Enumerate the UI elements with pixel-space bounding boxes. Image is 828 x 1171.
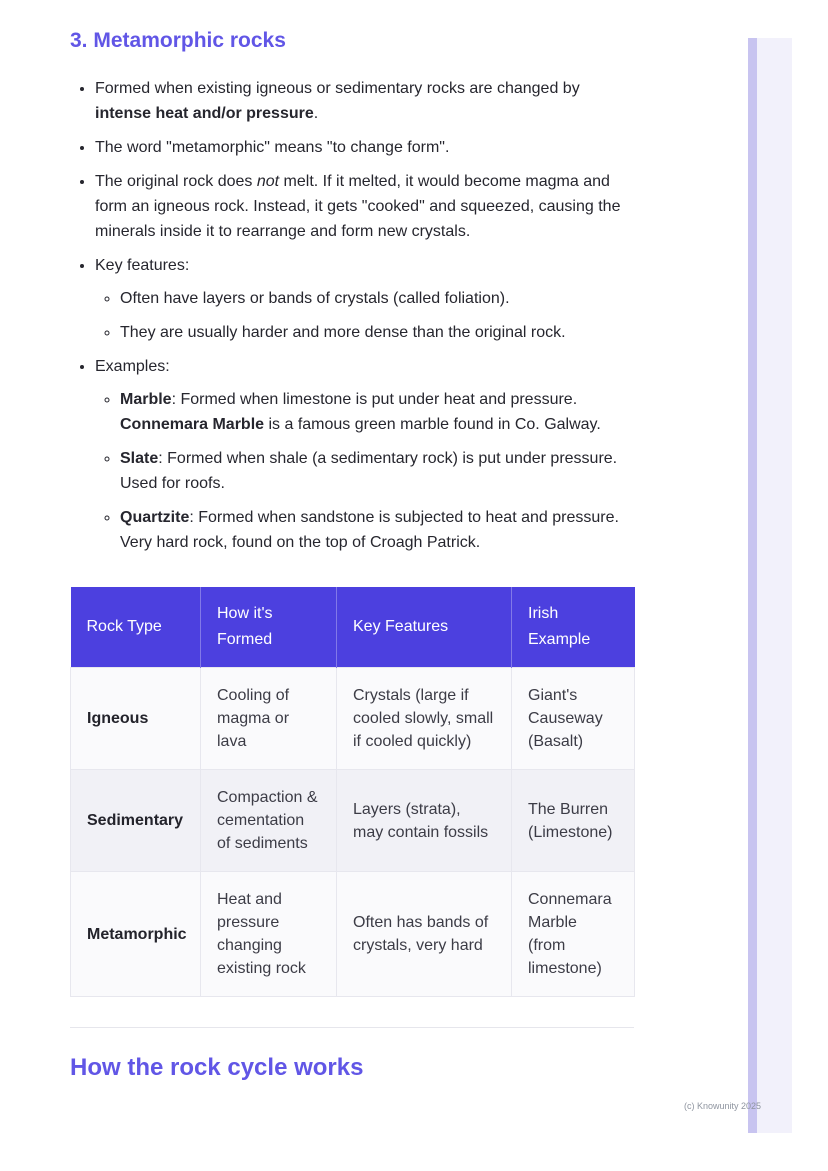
bullet-item [95, 135, 636, 160]
cell-how-formed: Cooling of magma or lava [201, 668, 337, 770]
text-run: The word "metamorphic" means "to change form". [95, 139, 450, 156]
text-run: The original rock does [95, 173, 257, 190]
text-run: melt. If it melted, it would become magma and form an igneous rock. Instead, it gets "cooked" and squeezed, causing the minerals inside it to rearrange and form new crystals. [95, 173, 621, 240]
cell-rock-type: Metamorphic [71, 872, 201, 997]
text-run: They are usually harder and more dense than the original rock. [120, 324, 566, 341]
cell-key-features: Crystals (large if cooled slowly, small if cooled quickly) [337, 668, 512, 770]
sub-bullet-item [120, 505, 636, 555]
cell-key-features: Layers (strata), may contain fossils [337, 770, 512, 872]
text-run-bold: Slate [120, 450, 159, 467]
notes-list [70, 76, 636, 555]
text-run-bold: Connemara Marble [120, 416, 265, 433]
table-header-row [71, 587, 635, 668]
text-run: is a famous green marble found in Co. Galway. [264, 416, 601, 433]
sub-list-examples [95, 387, 636, 555]
bullet-item [95, 169, 636, 244]
section-divider [70, 1027, 634, 1028]
table-header-irish-example: Irish Example [512, 587, 635, 668]
cell-irish-example: The Burren (Limestone) [512, 770, 635, 872]
content-area [70, 28, 636, 1082]
cell-irish-example: Giant's Causeway (Basalt) [512, 668, 635, 770]
cell-how-formed: Compaction & cementation of sediments [201, 770, 337, 872]
page-edge-stripe-light [757, 38, 792, 1133]
text-run-bold: Quartzite [120, 509, 190, 526]
text-run: Examples: [95, 358, 170, 375]
table-row-igneous [71, 668, 635, 770]
page-edge-stripe [748, 38, 757, 1133]
text-run-bold: Marble [120, 391, 172, 408]
section-title-rock-cycle: How the rock cycle works [70, 1054, 364, 1081]
sub-bullet-item [120, 387, 636, 437]
text-run-bold: intense heat and/or pressure [95, 105, 314, 122]
bullet-item [95, 354, 636, 555]
text-run: Formed when existing igneous or sedimentary rocks are changed by [95, 80, 580, 97]
text-run: . [313, 105, 319, 122]
copyright-note: (c) Knowunity 2025 [684, 1101, 762, 1111]
cell-how-formed: Heat and pressure changing existing rock [201, 872, 337, 997]
cell-rock-type: Igneous [71, 668, 201, 770]
sub-list-key-features [95, 286, 636, 345]
text-run: : Formed when shale (a sedimentary rock) is put under pressure. Used for roofs. [120, 450, 618, 492]
bullet-item [95, 253, 636, 345]
text-run: Often have layers or bands of crystals (called foliation). [120, 290, 510, 307]
cell-irish-example: Connemara Marble (from limestone) [512, 872, 635, 997]
sub-bullet-item [120, 320, 636, 345]
table-header-rock-type: Rock Type [71, 587, 201, 668]
cell-rock-type: Sedimentary [71, 770, 201, 872]
sub-bullet-item [120, 446, 636, 496]
text-run: : Formed when limestone is put under heat and pressure. [171, 391, 578, 408]
table-row-metamorphic [71, 872, 635, 997]
section-title-metamorphic: 3. Metamorphic rocks [70, 29, 286, 52]
table-header-how-formed: How it's Formed [201, 587, 337, 668]
bullet-item [95, 76, 636, 126]
text-run: : Formed when sandstone is subjected to heat and pressure. Very hard rock, found on the top of Croagh Patrick. [120, 509, 619, 551]
text-run: Key features: [95, 257, 190, 274]
table-header-key-features: Key Features [337, 587, 512, 668]
rock-comparison-table [70, 587, 635, 997]
text-run-italic: not [256, 173, 280, 190]
cell-key-features: Often has bands of crystals, very hard [337, 872, 512, 997]
table-row-sedimentary [71, 770, 635, 872]
sub-bullet-item [120, 286, 636, 311]
